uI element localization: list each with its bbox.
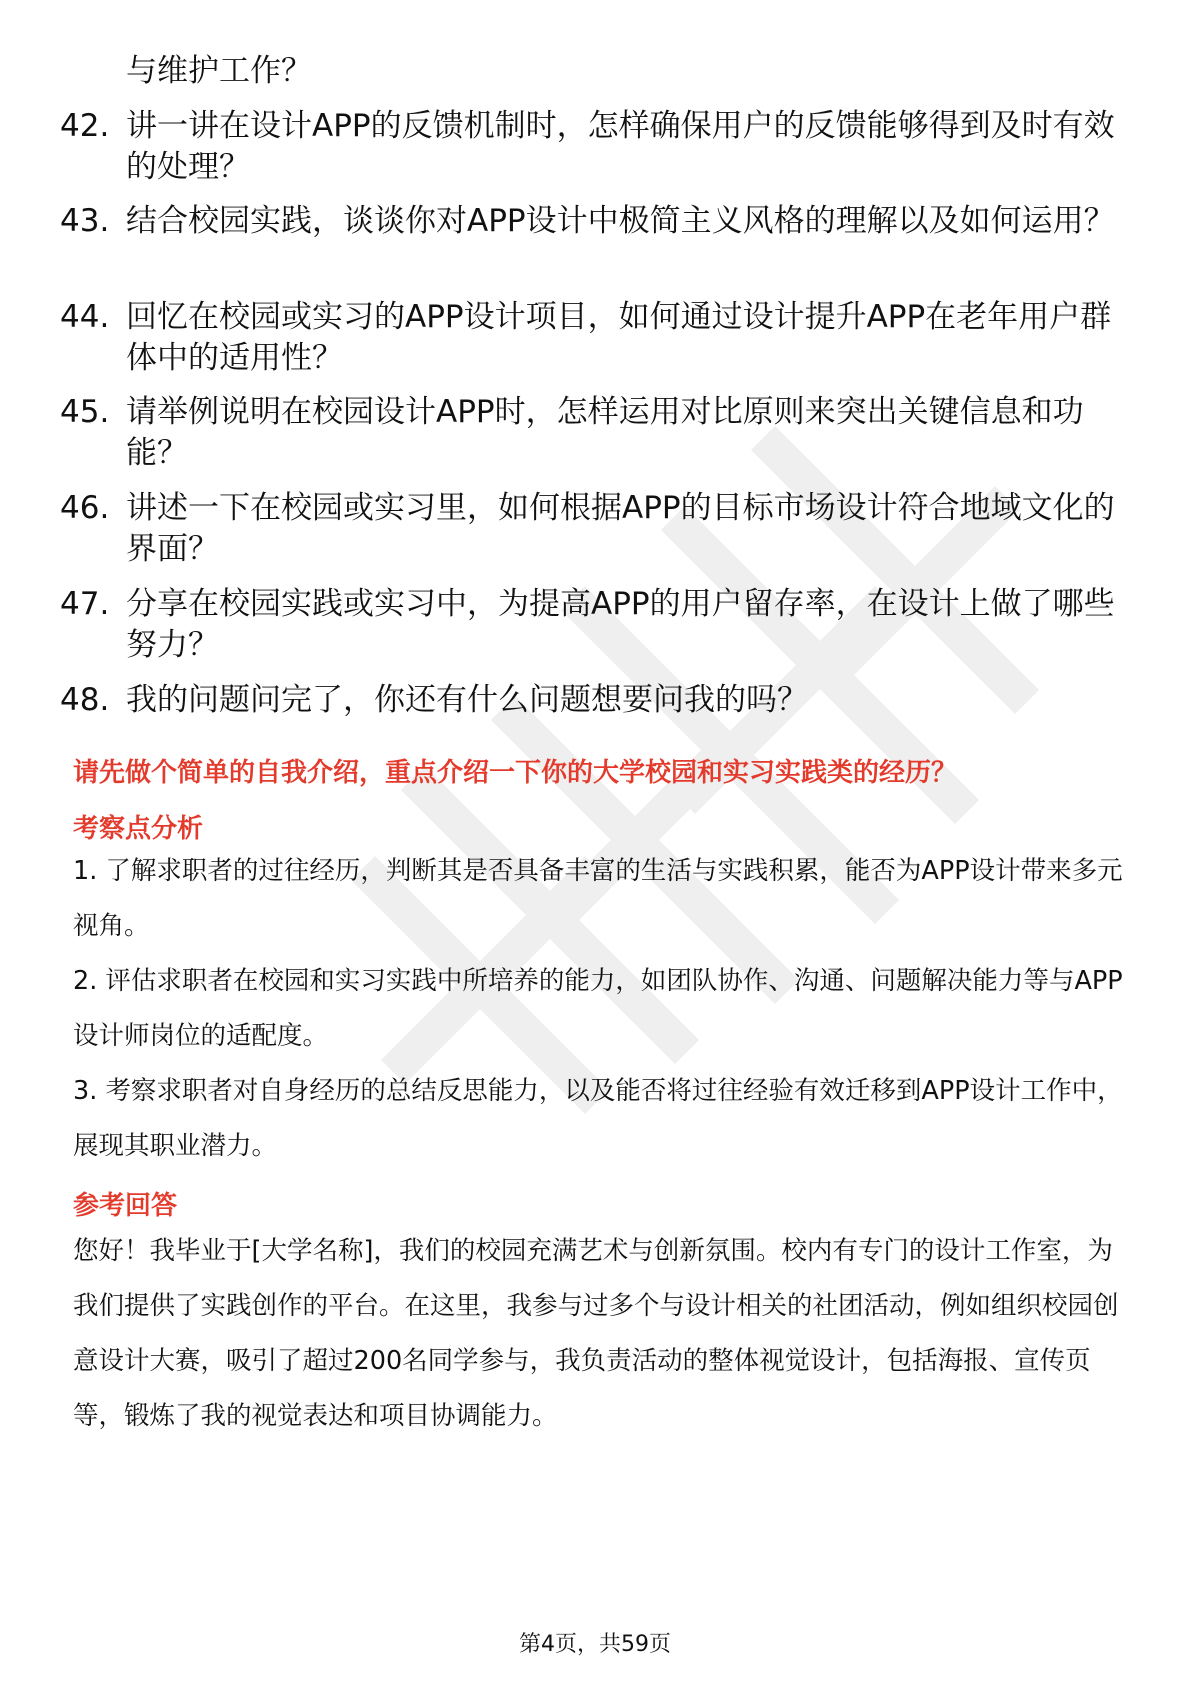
- question-text: 回忆在校园或实习的APP设计项目，如何通过设计提升APP在老年用户群体中的适用性？: [126, 299, 1112, 376]
- answer-text: 您好！我毕业于[大学名称]，我们的校园充满艺术与创新氛围。校内有专门的设计工作室，为我们提供了实践创作的平台。在这里，我参与过多个与设计相关的社团活动，例如组织校园创意设计大赛，吸引了超过200名同学参与，我负责活动的整体视觉设计，包括海报、宣传页等，锻炼了我的视觉表达和项目协调能力。: [73, 1236, 1119, 1431]
- question-text: 我的问题问完了，你还有什么问题想要问我的吗？: [126, 682, 808, 718]
- question-number: 47.: [60, 586, 110, 622]
- question-number: 43.: [60, 203, 110, 239]
- question-number: 48.: [60, 682, 110, 718]
- question-number: 46.: [60, 490, 110, 526]
- question-text: 讲一讲在设计APP的反馈机制时，怎样确保用户的反馈能够得到及时有效的处理？: [126, 108, 1115, 185]
- question-number: 45.: [60, 394, 110, 430]
- question-number: 44.: [60, 299, 110, 335]
- analysis-heading: 考察点分析: [73, 814, 204, 844]
- answer-heading: 参考回答: [73, 1191, 178, 1221]
- question-number: 42.: [60, 108, 110, 144]
- question-text: 分享在校园实践或实习中，为提高APP的用户留存率，在设计上做了哪些努力？: [126, 586, 1115, 663]
- analysis-point: 1. 了解求职者的过往经历，判断其是否具备丰富的生活与实践积累，能否为APP设计带来多元视角。: [73, 856, 1123, 941]
- question-text: 结合校园实践，谈谈你对APP设计中极简主义风格的理解以及如何运用？: [126, 203, 1115, 239]
- analysis-point: 2. 评估求职者在校园和实习实践中所培养的能力，如团队协作、沟通、问题解决能力等与APP设计师岗位的适配度。: [73, 966, 1123, 1051]
- page-footer: 第4页，共59页: [519, 1632, 671, 1657]
- section-question: 请先做个简单的自我介绍，重点介绍一下你的大学校园和实习实践类的经历？: [73, 758, 958, 788]
- question-text: 讲述一下在校园或实习里，如何根据APP的目标市场设计符合地域文化的界面？: [126, 490, 1115, 567]
- question-continuation: 与维护工作？: [126, 53, 312, 89]
- question-text: 请举例说明在校园设计APP时，怎样运用对比原则来突出关键信息和功能？: [126, 394, 1084, 471]
- analysis-point: 3. 考察求职者对自身经历的总结反思能力，以及能否将过往经验有效迁移到APP设计工作中，展现其职业潜力。: [73, 1076, 1123, 1161]
